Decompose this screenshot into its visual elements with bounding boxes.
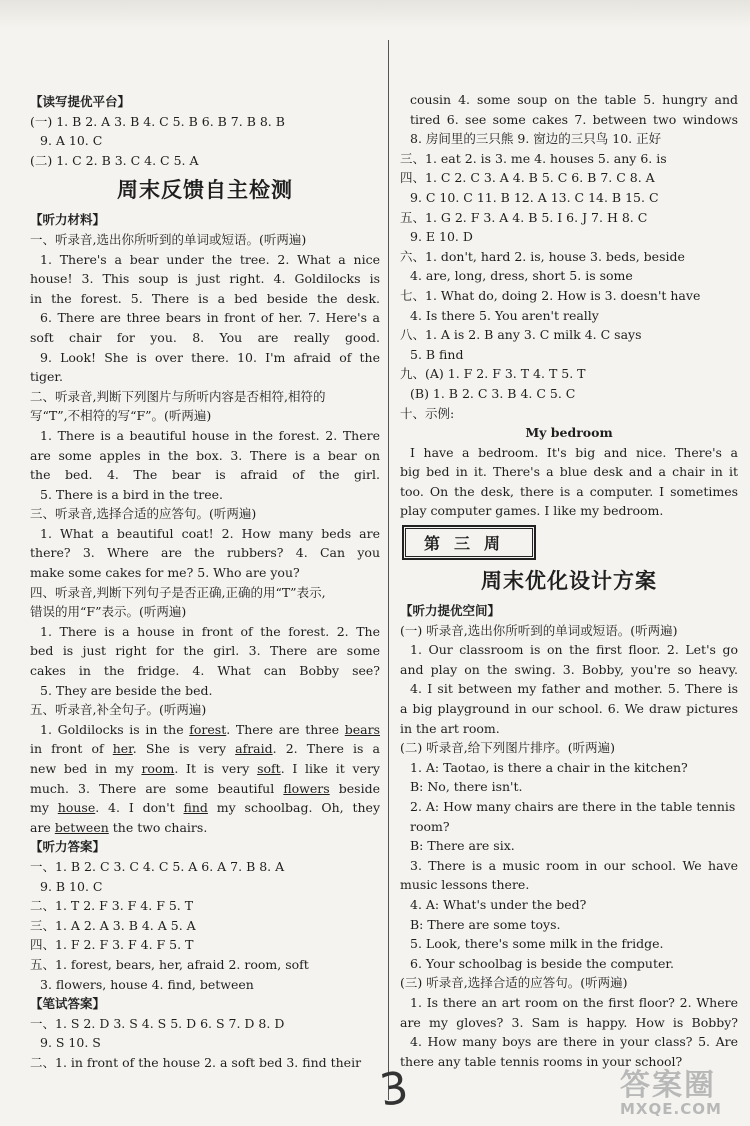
text-line: music lessons there. [400,877,530,893]
text-line: a big playground in our school. 6. We draw pictures [400,701,738,717]
section-title: 周末反馈自主检测 [117,178,293,203]
text-line: 四、1. F 2. F 3. F 4. F 5. T [30,937,194,953]
text-line: too. On the desk, there is a computer. I sometimes [400,483,738,499]
text-line: in the art room. [400,720,500,736]
text-line: 十、示例: [400,405,455,421]
essay-title: My bedroom [525,425,613,441]
text-line: 9. B 10. C [40,878,103,894]
text-line: big bed in it. There's a blue desk and a chair in it [400,464,738,480]
text-line: 8. 房间里的三只熊 9. 窗边的三只鸟 10. 正好 [410,131,662,147]
text-line: in front of her. She is very afraid. 2. There is a [30,741,380,757]
text-line: 错误的用“F”表示。(听两遍) [30,604,187,620]
text-line: 3. flowers, house 4. find, between [40,976,254,992]
left-column [30,92,380,1073]
text-line: 6. Your schoolbag is beside the computer. [410,955,674,971]
text-line: the bed. 4. The bear is afraid of the girl. [30,467,380,483]
text-line: 4. are, long, dress, short 5. is some [410,268,633,284]
text-line: there any table tennis rooms in your school? [400,1053,683,1069]
text-line: 1. There is a house in front of the forest. 2. The [40,623,380,639]
text-line: 六、1. don't, hard 2. is, house 3. beds, beside [400,248,685,264]
text-line: 1. Goldilocks is in the forest. There are three bears [40,721,380,737]
text-line: 6. There are three bears in front of her. 7. Here's a [40,310,380,326]
text-line: 五、听录音,补全句子。(听两遍) [30,702,207,718]
text-line: 七、1. What do, doing 2. How is 3. doesn't have [400,287,701,303]
section-heading: 【听力答案】 [30,839,106,855]
text-line: (二) 1. C 2. B 3. C 4. C 5. A [30,152,199,168]
section-heading: 【听力材料】 [30,212,106,228]
watermark-line2: MXQE.COM [620,1100,722,1118]
text-line: make some cakes for me? 5. Who are you? [30,565,300,581]
text-line: I have a bedroom. It's big and nice. There's a [410,444,738,460]
text-line: B: There are six. [410,838,515,854]
text-line: (B) 1. B 2. C 3. B 4. C 5. C [410,385,576,401]
text-line: 1. A: Taotao, is there a chair in the kitchen? [410,759,688,775]
text-line: 一、1. B 2. C 3. C 4. C 5. A 6. A 7. B 8. A [30,858,285,874]
text-line: play computer games. I like my bedroom. [400,503,664,519]
text-line: 9. A 10. C [40,133,103,149]
text-line: 5. B find [410,346,464,362]
section-title: 周末优化设计方案 [481,569,657,594]
text-line: 4. A: What's under the bed? [410,896,587,912]
page-number: 3 [376,1062,412,1117]
text-line: 9. C 10. C 11. B 12. A 13. C 14. B 15. C [410,189,659,205]
text-line: my house. 4. I don't find my schoolbag. Oh, they [30,800,380,816]
text-line: (一) 听录音,选出你所听到的单词或短语。(听两遍) [400,622,678,638]
text-line: 五、1. G 2. F 3. A 4. B 5. I 6. J 7. H 8. C [400,209,648,225]
text-line: soft chair for you. 8. You are really good. [30,329,380,345]
text-line: are some apples in the box. 3. There is a bear on [30,447,380,463]
text-line: 9. E 10. D [410,229,473,245]
text-line: room? [410,818,450,834]
week-label-box [400,521,738,561]
week-label: 第三周 [405,528,533,557]
text-line: 2. A: How many chairs are there in the table tennis [410,799,736,814]
text-line: cousin 4. some soup on the table 5. hungry and [410,92,738,107]
text-line: in the forest. 5. There is a bed beside the desk. [30,290,380,306]
text-line: 4. I sit between my father and mother. 5. There is [410,681,738,697]
text-line: 4. Is there 5. You aren't really [410,307,599,323]
section-heading: 【听力提优空间】 [400,603,501,619]
right-column [400,90,738,1071]
top-edge [0,0,750,28]
text-line: 1. What a beautiful coat! 2. How many beds are [40,525,380,541]
text-line: 八、1. A is 2. B any 3. C milk 4. C says [400,327,642,343]
text-line: 9. Look! She is over there. 10. I'm afraid of the [40,349,380,365]
text-line: are my gloves? 3. Sam is happy. How is Bobby? [400,1014,738,1030]
text-line: 5. They are beside the bed. [40,682,213,698]
text-line: 二、1. in front of the house 2. a soft bed 3. find their [30,1054,362,1070]
text-line: new bed in my room. It is very soft. I like it very [30,761,380,776]
text-line: B: No, there isn't. [410,779,523,795]
text-line: 三、1. eat 2. is 3. me 4. houses 5. any 6. is [400,150,667,166]
text-line: 九、(A) 1. F 2. F 3. T 4. T 5. T [400,366,586,382]
text-line: 5. Look, there's some milk in the fridge. [410,936,664,952]
text-line: tiger. [30,369,63,385]
text-line: there? 3. Where are the rubbers? 4. Can you [30,545,380,561]
text-line: 1. Is there an art room on the first floor? 2. Where [410,994,738,1010]
text-line: B: There are some toys. [410,916,561,932]
section-heading: 【读写提优平台】 [30,94,131,109]
text-line: bed is just right for the girl. 3. There are some [30,643,380,659]
text-line: (二) 听录音,给下列图片排序。(听两遍) [400,740,615,756]
column-divider [388,40,389,1100]
text-line: 4. How many boys are there in your class? 5. Are [410,1034,738,1050]
text-line: 三、听录音,选择合适的应答句。(听两遍) [30,506,257,522]
text-line: house! 3. This soup is just right. 4. Goldilocks is [30,271,380,287]
text-line: 9. S 10. S [40,1035,101,1051]
text-line: 5. There is a bird in the tree. [40,486,224,502]
section-heading: 【笔试答案】 [30,996,106,1012]
text-line: are between the two chairs. [30,819,208,835]
text-line: tired 6. see some cakes 7. between two windows [410,111,738,127]
text-line: 四、1. C 2. C 3. A 4. B 5. C 6. B 7. C 8. A [400,170,655,186]
text-line: 1. There's a bear under the tree. 2. What a nice [40,251,380,267]
watermark-line1: 答案圈 [620,1068,716,1103]
text-line: cakes in the fridge. 4. What can Bobby see? [30,663,380,679]
text-line: 1. Our classroom is on the first floor. 2. Let's go [410,642,738,658]
watermark-logo [620,1060,748,1122]
text-line: 写“T”,不相符的写“F”。(听两遍) [30,408,212,424]
text-line: 3. There is a music room in our school. We have [410,857,738,873]
text-line: 一、1. S 2. D 3. S 4. S 5. D 6. S 7. D 8. D [30,1015,285,1031]
text-line: (一) 1. B 2. A 3. B 4. C 5. B 6. B 7. B 8. B [30,113,285,129]
text-line: much. 3. There are some beautiful flowers beside [30,780,380,796]
text-line: 三、1. A 2. A 3. B 4. A 5. A [30,917,196,933]
text-line: 一、听录音,选出你所听到的单词或短语。(听两遍) [30,231,307,247]
text-line: (三) 听录音,选择合适的应答句。(听两遍) [400,975,628,991]
text-line: and play on the swing. 3. Bobby, you're so heavy. [400,661,738,677]
text-line: 二、1. T 2. F 3. F 4. F 5. T [30,898,194,914]
text-line: 四、听录音,判断下列句子是否正确,正确的用“T”表示, [30,584,326,600]
text-line: 二、听录音,判断下列图片与所听内容是否相符,相符的 [30,388,326,404]
text-line: 五、1. forest, bears, her, afraid 2. room, soft [30,956,309,972]
text-line: 1. There is a beautiful house in the forest. 2. There [40,427,380,443]
